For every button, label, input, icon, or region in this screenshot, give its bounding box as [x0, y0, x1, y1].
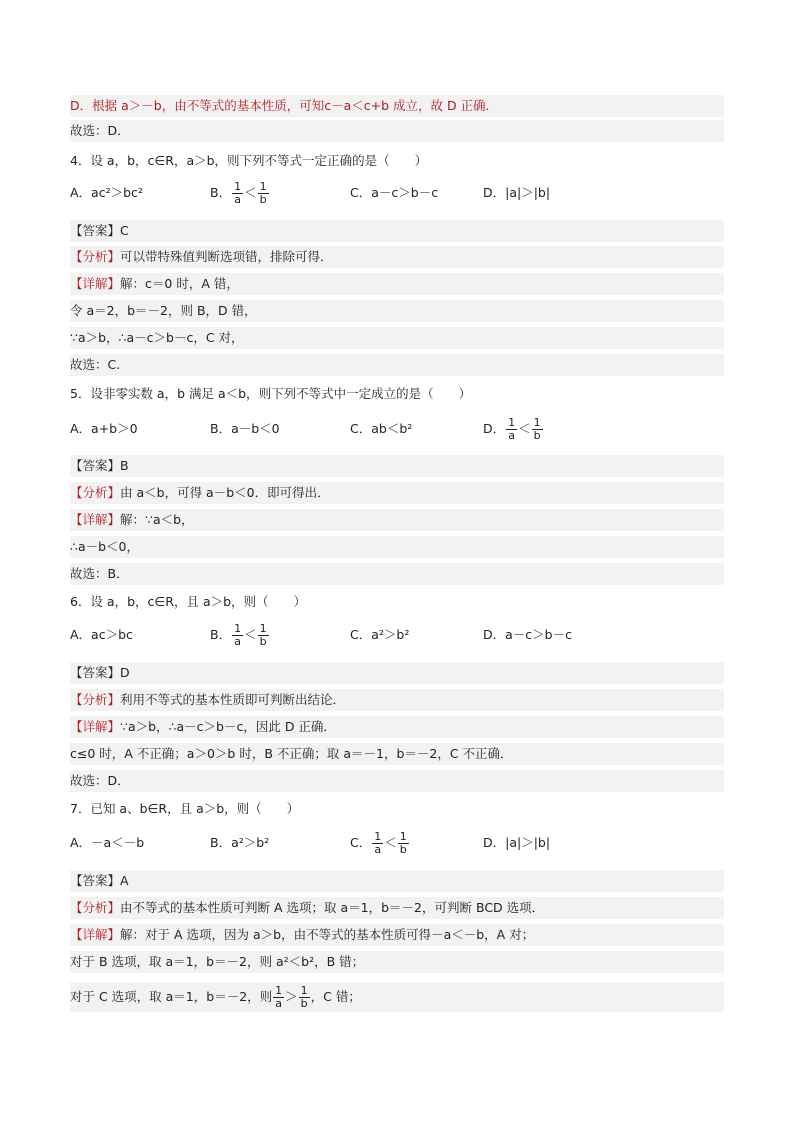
- denominator: a: [508, 429, 516, 442]
- analysis-text: 由不等式的基本性质可判断 A 选项；取 a＝1，b＝－2，可判断 BCD 选项．: [120, 900, 545, 915]
- choice-line: 故选：D.: [70, 120, 724, 142]
- analysis-text: 可以带特殊值判断选项错，排除可得．: [120, 249, 333, 264]
- answer-line: [70, 870, 724, 892]
- detail-line-3: ∵a＞b，∴a－c＞b－c，C 对，: [70, 327, 724, 349]
- question-6-stem: 6．设 a，b，c∈R，且 a＞b，则（ ）: [70, 594, 307, 609]
- relation: ＜: [518, 421, 531, 436]
- denominator: b: [399, 843, 407, 856]
- analysis-line: [70, 689, 724, 711]
- relation: ＜: [384, 835, 397, 850]
- numerator: 1: [508, 416, 516, 429]
- fraction: [506, 417, 517, 442]
- analysis-line: [70, 897, 724, 919]
- relation: ＜: [244, 185, 257, 200]
- detail-text: 解：∵a＜b，: [120, 512, 194, 527]
- option-c: C．ab＜b²: [350, 421, 413, 436]
- answer-line: [70, 455, 724, 477]
- question-4-stem: 4．设 a，b，c∈R，a＞b，则下列不等式一定正确的是（ ）: [70, 153, 428, 168]
- answer-text: 【答案】B: [70, 458, 129, 473]
- fraction: [372, 831, 383, 856]
- option-b: B．a²＞b²: [210, 835, 270, 850]
- option-c: C．a²＞b²: [350, 627, 410, 642]
- analysis-line: [70, 246, 724, 268]
- numerator: 1: [234, 180, 242, 193]
- option-b-label: B．: [210, 185, 232, 200]
- detail-text: 解：对于 A 选项，因为 a＞b，由不等式的基本性质可得－a＜－b，A 对；: [120, 927, 535, 942]
- option-a: A．ac²＞bc²: [70, 185, 143, 200]
- detail-text: ∵a＞b，∴a－c＞b－c，因此 D 正确．: [120, 719, 336, 734]
- option-a: A．a+b＞0: [70, 421, 138, 436]
- answer-text: 【答案】A: [70, 873, 129, 888]
- option-d: D．|a|＞|b|: [483, 835, 551, 850]
- numerator: 1: [234, 622, 242, 635]
- detail-line-2: 令 a＝2，b＝－2，则 B，D 错，: [70, 300, 724, 322]
- option-b: [210, 178, 270, 208]
- detail-line-2: 对于 B 选项，取 a＝1，b＝－2，则 a²＜b²，B 错；: [70, 951, 724, 973]
- detail-line: [70, 924, 724, 946]
- option-d-label: D．: [483, 421, 506, 436]
- option-a: A．ac＞bc: [70, 627, 133, 642]
- denominator: b: [259, 193, 267, 206]
- analysis-tag: 【分析】: [70, 692, 121, 707]
- answer-text: 【答案】D: [70, 665, 130, 680]
- fraction: [532, 417, 543, 442]
- fraction: [258, 181, 269, 206]
- detail-tag: 【详解】: [70, 276, 121, 291]
- option-c: [350, 828, 410, 858]
- fraction: [232, 181, 243, 206]
- detail-line-2: c≤0 时，A 不正确；a＞0＞b 时，B 不正确；取 a＝－1，b＝－2，C 不正确．: [70, 743, 724, 765]
- answer-line: [70, 662, 724, 684]
- numerator: 1: [533, 416, 541, 429]
- solution-line-d: D．根据 a＞－b，由不等式的基本性质，可知c－a＜c+b 成立，故 D 正确．: [70, 95, 724, 117]
- detail-line-3-prefix: 对于 C 选项，取 a＝1，b＝－2，则: [70, 989, 273, 1004]
- choice-line: 故选：B．: [70, 563, 724, 585]
- answer-text: 【答案】C: [70, 223, 129, 238]
- numerator: 1: [259, 622, 267, 635]
- fraction: [299, 985, 310, 1010]
- denominator: a: [234, 635, 241, 648]
- option-d: [483, 414, 544, 444]
- detail-tag: 【详解】: [70, 719, 121, 734]
- fraction: [258, 623, 269, 648]
- detail-tag: 【详解】: [70, 512, 121, 527]
- question-6-options: [70, 620, 724, 650]
- numerator: 1: [399, 830, 407, 843]
- denominator: b: [259, 635, 267, 648]
- question-5-options: [70, 414, 724, 444]
- option-b: B．a－b＜0: [210, 421, 280, 436]
- relation: ＜: [244, 627, 257, 642]
- fraction: [398, 831, 409, 856]
- analysis-tag: 【分析】: [70, 249, 121, 264]
- option-d: D．a－c＞b－c: [483, 627, 572, 642]
- numerator: 1: [300, 984, 308, 997]
- question-5-stem: 5．设非零实数 a，b 满足 a＜b，则下列不等式中一定成立的是（ ）: [70, 386, 472, 401]
- choice-line: 故选：D．: [70, 770, 724, 792]
- relation: ＞: [285, 989, 298, 1004]
- analysis-tag: 【分析】: [70, 485, 121, 500]
- numerator: 1: [259, 180, 267, 193]
- fraction: [232, 623, 243, 648]
- denominator: b: [533, 429, 541, 442]
- option-b: [210, 620, 270, 650]
- detail-line: [70, 509, 724, 531]
- option-a: A．－a＜－b: [70, 835, 145, 850]
- denominator: b: [300, 997, 308, 1010]
- option-d: D．|a|＞|b|: [483, 185, 551, 200]
- analysis-tag: 【分析】: [70, 900, 121, 915]
- analysis-text: 利用不等式的基本性质即可判断出结论．: [120, 692, 346, 707]
- detail-line: [70, 273, 724, 295]
- option-c: C．a－c＞b－c: [350, 185, 439, 200]
- answer-line: [70, 220, 724, 242]
- detail-line-2: ∴a－b＜0，: [70, 536, 724, 558]
- fraction: [273, 985, 284, 1010]
- denominator: a: [234, 193, 241, 206]
- denominator: a: [275, 997, 283, 1010]
- detail-line: [70, 716, 724, 738]
- option-b-label: B．: [210, 627, 232, 642]
- detail-line-3-suffix: ，C 错；: [310, 989, 361, 1004]
- choice-line: 故选：C.: [70, 354, 724, 376]
- option-c-label: C．: [350, 835, 372, 850]
- question-7-options: [70, 828, 724, 858]
- numerator: 1: [374, 830, 382, 843]
- analysis-line: [70, 482, 724, 504]
- detail-text: 解：c＝0 时，A 错，: [120, 276, 239, 291]
- detail-line-3: [70, 982, 724, 1012]
- question-7-stem: 7．已知 a、b∈R，且 a＞b，则（ ）: [70, 801, 300, 816]
- detail-tag: 【详解】: [70, 927, 121, 942]
- question-4-options: [70, 178, 724, 208]
- denominator: a: [374, 843, 382, 856]
- numerator: 1: [275, 984, 283, 997]
- analysis-text: 由 a＜b，可得 a－b＜0．即可得出．: [120, 485, 330, 500]
